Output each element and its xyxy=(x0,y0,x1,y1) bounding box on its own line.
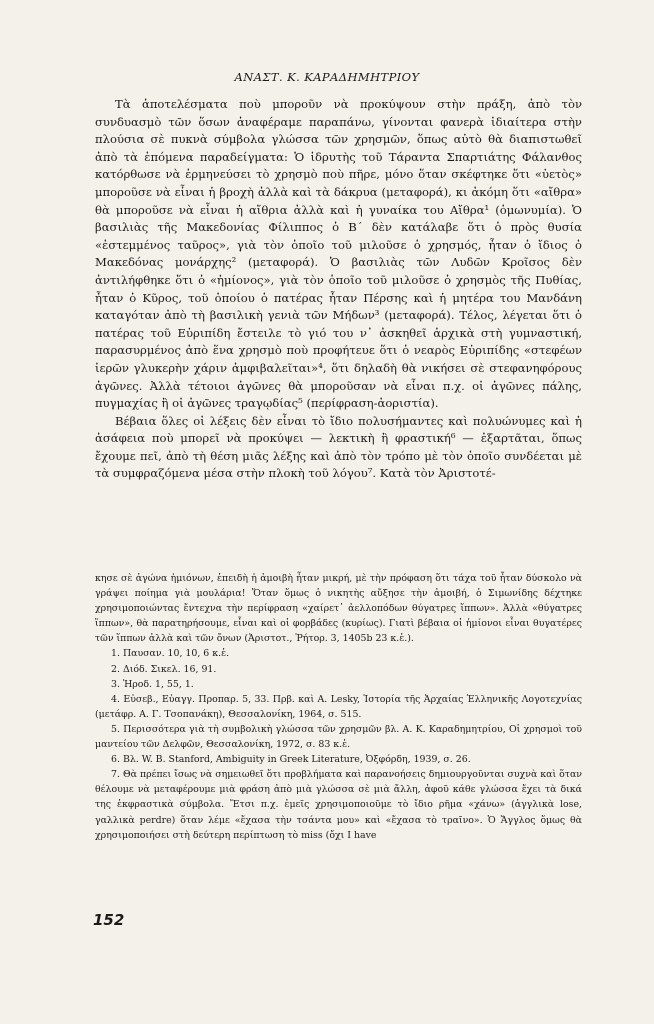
footnote xyxy=(95,646,582,661)
footnote-number: 7. xyxy=(111,769,120,781)
footnote xyxy=(95,722,582,752)
footnote-number: 4. xyxy=(111,693,120,705)
footnote-number: 2. xyxy=(111,663,120,675)
footnote-text: Βλ. W. B. Stanford, Ambiguity in Greek Literature, Ὀξφόρδη, 1939, σ. 26. xyxy=(122,754,471,766)
footnote-text: Θὰ πρέπει ἴσως νὰ σημειωθεῖ ὅτι προβλήματα καὶ παρανοήσεις δημιουργοῦνται συχνὰ καὶ ὅταν θέλουμε νὰ μεταφέρουμε μιὰ φράση ἀπὸ μιὰ γλώσσα σὲ μιὰ ἄλλη, ἀφοῦ κάθε γλώσσα ἔχει τὰ δικά της ἐκφραστικὰ σύμβολα. Ἔτσι π.χ. ἐμεῖς χρησιμοποιοῦμε τὸ ἴδιο ρῆμα «χάνω» (ἀγγλικὰ lose, γαλλικὰ perdre) ὅταν λέμε «ἔχασα τὴν τσάντα μου» καὶ «ἔχασα τὸ τραῖνο». Ὁ Ἄγγλος ὅμως θὰ χρησιμοποιήσει στὴ δεύτερη περίπτωση τὸ miss (ὄχι I have xyxy=(95,769,582,841)
footnote-number: 3. xyxy=(111,678,120,690)
footnote-text: Ἡροδ. 1, 55, 1. xyxy=(122,678,194,690)
footnotes xyxy=(95,571,582,843)
footnote-text: Εὐσεβ., Εὐαγγ. Προπαρ. 5, 33. Πρβ. καὶ A. Lesky, Ἱστορία τῆς Ἀρχαίας Ἑλληνικῆς Λογοτεχνίας (μετάφρ. Α. Γ. Τσοπανάκη), Θεσσαλονίκη, 1964, σ. 515. xyxy=(95,693,582,720)
page-number: 152 xyxy=(93,911,125,929)
body-paragraph: Βέβαια ὅλες οἱ λέξεις δὲν εἶναι τὸ ἴδιο πολυσήμαντες καὶ πολυώνυμες καὶ ἡ ἀσάφεια ποὺ μπορεῖ νὰ προκύψει — λεκτικὴ ἢ φραστική⁶ — ἐξαρτᾶται, ὅπως ἔχουμε πεῖ, ἀπὸ τὴ θέση μιᾶς λέξης καὶ ἀπὸ τὸν τρόπο μὲ τὸν ὁποῖο συνδέεται μὲ τὰ συμφραζόμενα μέσα στὴν πλοκὴ τοῦ λόγου⁷. Κατὰ τὸν Ἀριστοτέ- xyxy=(95,413,582,481)
footnote xyxy=(95,752,582,767)
footnote-text: Περισσότερα γιὰ τὴ συμβολικὴ γλώσσα τῶν χρησμῶν βλ. Α. Κ. Καραδημητρίου, Οἱ χρησμοὶ τοῦ μαντείου τῶν Δελφῶν, Θεσσαλονίκη, 1972, σ. 83 κ.ἑ. xyxy=(95,723,583,751)
footnote-number: 1. xyxy=(111,648,120,660)
footnote xyxy=(95,692,582,722)
footnote-continuation: κησε σὲ ἀγώνα ἡμιόνων, ἐπειδὴ ἡ ἀμοιβὴ ἦταν μικρή, μὲ τὴν πρόφαση ὅτι τάχα τοῦ ἦταν δύσκολο νὰ γράψει ποίημα γιὰ μουλάρια! Ὅταν ὅμως ὁ νικητὴς αὔξησε τὴν ἀμοιβή, ὁ Σιμωνίδης δέχτηκε χρησιμοποιώντας ἔντεχνα τὴν περίφραση «χαίρετ᾽ ἀελλοπόδων θύγατρες ἵππων». Ἀλλὰ «θύγατρες ἵππων», θὰ παρατηρήσουμε, εἶναι καὶ οἱ φορβάδες (κυρίως). Γιατὶ βέβαια οἱ ἡμίονοι εἶναι θυγατέρες τῶν ἵππων ἀλλὰ καὶ τῶν ὄνων (Ἀριστοτ., Ῥήτορ. 3, 1405b 23 κ.ἑ.). xyxy=(95,573,582,645)
running-header: ΑΝΑΣΤ. Κ. ΚΑΡΑΔΗΜΗΤΡΙΟΥ xyxy=(234,70,420,84)
footnote xyxy=(95,767,582,842)
footnote-text: Διόδ. Σικελ. 16, 91. xyxy=(122,663,217,675)
footnote-number: 5. xyxy=(111,723,120,735)
main-text xyxy=(95,96,582,483)
body-paragraph: Τὰ ἀποτελέσματα ποὺ μποροῦν νὰ προκύψουν στὴν πράξη, ἀπὸ τὸν συνδυασμὸ τῶν ὅσων ἀναφέραμε παραπάνω, γίνονται φανερὰ ἰδιαίτερα στὴν πλούσια σὲ πυκνὰ σύμβολα γλώσσα τῶν χρησμῶν, ὅπως αὐτὸ θὰ διαπιστωθεῖ ἀπὸ τὰ ἑπόμενα παραδείγματα: Ὁ ἱδρυτὴς τοῦ Τάραντα Σπαρτιάτης Φάλανθος κατόρθωσε νὰ ἑρμηνεύσει τὸ χρησμὸ ποὺ πῆρε, μόνο ὅταν σκέφτηκε ὅτι «ὑετὸς» μποροῦσε νὰ εἶναι ἡ βροχὴ ἀλλὰ καὶ τὰ δάκρυα (μεταφορά), κι ἀκόμη ὅτι «αἴθρα» θὰ μποροῦσε νὰ εἶναι ἡ αἴθρια ἀλλὰ καὶ ἡ γυναίκα του Αἴθρα¹ (ὁμωνυμία). Ὁ βασιλιὰς τῆς Μακεδονίας Φίλιππος ὁ Β΄ δὲν κατάλαβε ὅτι ὁ πρὸς θυσία «ἐστεμμένος ταῦρος», γιὰ τὸν ὁποῖο τοῦ μιλοῦσε ὁ χρησμός, ἦταν ὁ ἴδιος ὁ Μακεδόνας μονάρχης² (μεταφορά). Ὁ βασιλιὰς τῶν Λυδῶν Κροῖσος δὲν ἀντιλήφθηκε ὅτι ὁ «ἡμίονος», γιὰ τὸν ὁποῖο τοῦ μιλοῦσε ὁ χρησμὸς τῆς Πυθίας, ἦταν ὁ Κῦρος, τοῦ ὁποίου ὁ πατέρας ἦταν Πέρσης καὶ ἡ μητέρα του Μανδάνη καταγόταν ἀπὸ τὴ βασιλικὴ γενιὰ τῶν Μήδων³ (μεταφορά). Τέλος, λέγεται ὅτι ὁ πατέρας τοῦ Εὐριπίδη ἔστειλε τὸ γιό του ν᾽ ἀσκηθεῖ ἀρχικὰ στὴ γυμναστική, παρασυρμένος ἀπὸ ἕνα χρησμὸ ποὺ προφήτευε ὅτι ὁ νεαρὸς Εὐριπίδης «στεφέων ἱερῶν γλυκερὴν χάριν ἀμφιβαλεῖται»⁴, ὅτι δηλαδὴ θὰ νικήσει σὲ στεφανηφόρους ἀγῶνες. Ἀλλὰ τέτοιοι ἀγῶνες θὰ μποροῦσαν νὰ εἶναι π.χ. οἱ ἀγῶνες πάλης, πυγμαχίας ἢ οἱ ἀγῶνες τραγῳδίας⁵ (περίφραση-ἀοριστία). xyxy=(95,97,582,411)
footnote xyxy=(95,662,582,677)
footnote-number: 6. xyxy=(111,754,120,766)
footnote-text: Παυσαν. 10, 10, 6 κ.ἑ. xyxy=(122,648,230,660)
footnote xyxy=(95,677,582,692)
